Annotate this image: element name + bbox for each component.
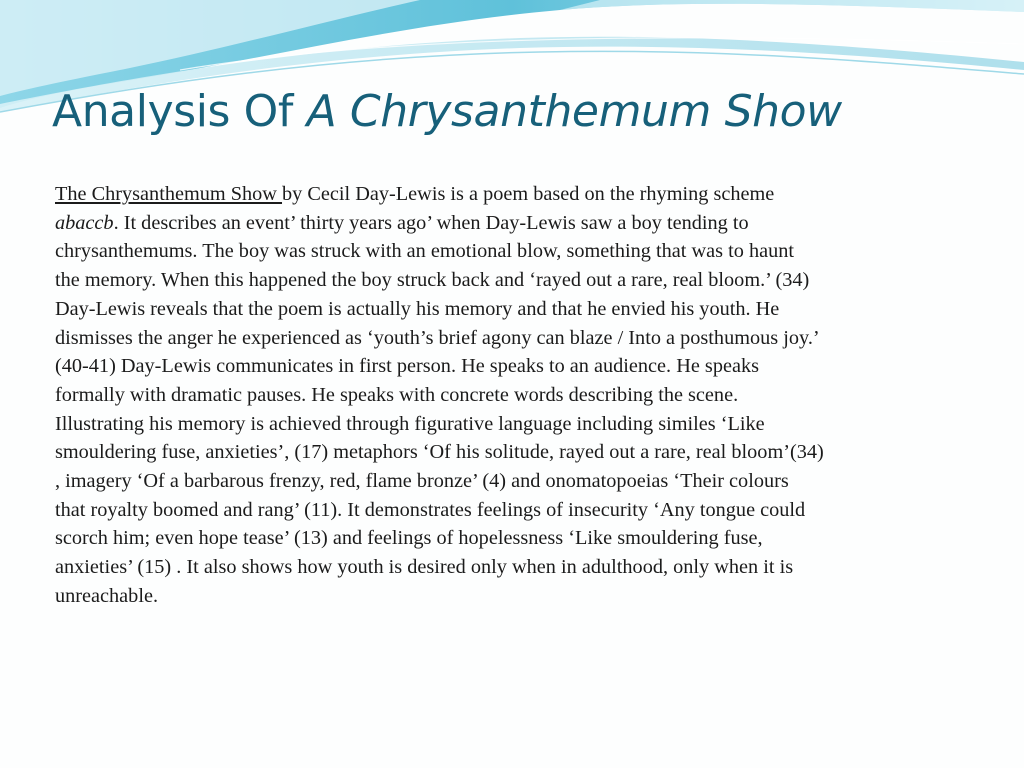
page-title	[52, 88, 992, 136]
body-paragraph	[55, 180, 970, 611]
title-italic: A Chrysanthemum Show	[306, 86, 842, 137]
poem-title-underlined: The Chrysanthemum Show	[55, 183, 283, 205]
title-plain: Analysis Of	[52, 86, 307, 137]
body-text-part1: by Cecil Day-Lewis is a poem based on the rhyming scheme	[282, 183, 775, 205]
rhyme-scheme-italic: abaccb	[55, 211, 114, 234]
body-text-part2: . It describes an event’ thirty years ago’ when Day-Lewis saw a boy tending to chrysanthemums. The boy was struck with an emotional blow, something that was to haunt the memory. When this happened the boy struck back and ‘rayed out a rare, real bloom.’ (34) Day-Lewis reveals that the poem is actually his memory and that he envied his youth. He dismisses the anger he experienced as ‘youth’s brief agony can blaze / Into a posthumous joy.’ (40-41) Day-Lewis communicates in first person. He speaks to an audience. He speaks formally with dramatic pauses. He speaks with concrete words describing the scene. Illustrating his memory is achieved through figurative language including similes ‘Like smouldering fuse, anxieties’, (17) metaphors ‘Of his solitude, rayed out a rare, real bloom’(34) , imagery ‘Of a barbarous frenzy, red, flame bronze’ (4) and onomatopoeias ‘Their colours that royalty boomed and rang’ (11). It demonstrates feelings of insecurity ‘Any tongue could scorch him; even hope tease’ (13) and feelings of hopelessness ‘Like smouldering fuse, anxieties’ (15) . It also shows how youth is desired only when in adulthood, only when it is unreachable.	[55, 211, 824, 607]
